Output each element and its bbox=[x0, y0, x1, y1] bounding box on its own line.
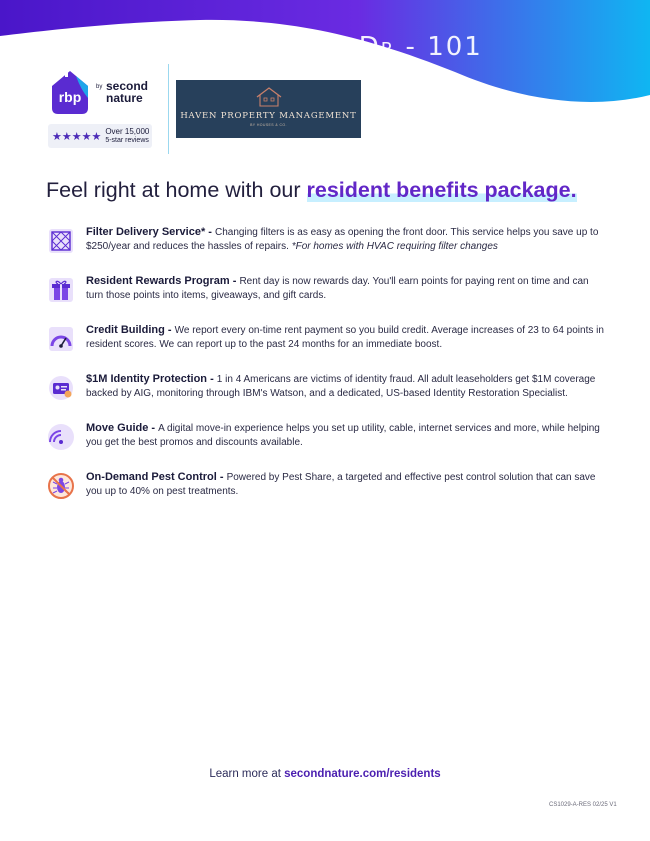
credit-gauge-icon bbox=[46, 324, 76, 354]
wifi-signal-icon bbox=[46, 422, 76, 452]
no-pest-icon bbox=[46, 471, 76, 501]
benefit-title: On-Demand Pest Control - bbox=[86, 471, 227, 483]
rbp-by: by bbox=[96, 84, 103, 90]
benefit-note: *For homes with HVAC requiring filter changes bbox=[291, 240, 498, 252]
reviews-text bbox=[105, 128, 149, 145]
benefit-title: Credit Building - bbox=[86, 324, 175, 336]
haven-name: HAVEN PROPERTY MANAGEMENT bbox=[180, 111, 357, 121]
benefit-body: A digital move-in experience helps you set up utility, cable, internet services and more, while helping you get the best promos and discounts available. bbox=[86, 423, 600, 448]
five-star-icon: ★★★★★ bbox=[52, 130, 102, 143]
learn-more bbox=[0, 768, 650, 780]
second-nature-rbp-logo bbox=[48, 68, 156, 118]
learn-more-link[interactable]: secondnature.com/residents bbox=[284, 768, 441, 780]
benefit-text bbox=[86, 422, 606, 449]
benefit-body: Rent day is now rewards day. You'll earn points for paying rent on time and can turn those points into items, giveaways, and gift cards. bbox=[86, 276, 589, 301]
reviews-count: Over 15,000 bbox=[105, 126, 150, 136]
learn-more-prefix: Learn more at bbox=[209, 768, 285, 780]
benefit-text bbox=[86, 373, 606, 400]
benefit-title: $1M Identity Protection - bbox=[86, 373, 217, 385]
house-outline-icon bbox=[254, 86, 284, 108]
headline-text: Feel right at home with our bbox=[46, 178, 307, 202]
benefit-text bbox=[86, 226, 606, 253]
benefit-title: Filter Delivery Service* - bbox=[86, 226, 216, 238]
benefit-body: Changing filters is as easy as opening the front door. This service helps you save up to $250/year and reduces the hassles of repairs. bbox=[86, 227, 599, 252]
brand-line-1: second bbox=[106, 79, 149, 93]
benefit-title: Resident Rewards Program - bbox=[86, 275, 240, 287]
headline-highlight: resident benefits package. bbox=[306, 178, 577, 202]
identity-card-icon bbox=[46, 373, 76, 403]
haven-property-management-logo bbox=[176, 80, 361, 138]
logo-divider bbox=[168, 64, 169, 154]
benefit-title: Move Guide - bbox=[86, 422, 159, 434]
reviews-label: 5-star reviews bbox=[105, 136, 149, 144]
benefit-text bbox=[86, 471, 606, 498]
rbp-mark: rbp bbox=[58, 89, 82, 105]
document-code: CS1029-A-RES 02/25 V1 bbox=[549, 802, 617, 808]
benefit-text bbox=[86, 275, 606, 302]
benefit-body: Powered by Pest Share, a targeted and effective pest control solution that can save you up to 40% on pest treatments. bbox=[86, 472, 596, 497]
haven-subtitle: BY HOUSES & CO. bbox=[250, 123, 287, 127]
brand-line-2: nature bbox=[106, 91, 143, 105]
filter-icon bbox=[46, 226, 76, 256]
property-address-title: Branch Dr - 101 bbox=[255, 32, 483, 62]
reviews-badge bbox=[48, 124, 152, 148]
benefit-text bbox=[86, 324, 606, 351]
page-headline bbox=[46, 178, 577, 203]
benefit-body: 1 in 4 Americans are victims of identity fraud. All adult leaseholders get $1M coverage backed by AIG, monitoring through IBM's Watson, and a dedicated, US-based Identity Restoration Specialist. bbox=[86, 374, 596, 399]
gift-icon bbox=[46, 275, 76, 305]
benefit-body: We report every on-time rent payment so you build credit. Average increases of 23 to 64 points in resident scores. We can report up to the past 24 months for an immediate boost. bbox=[86, 325, 604, 350]
